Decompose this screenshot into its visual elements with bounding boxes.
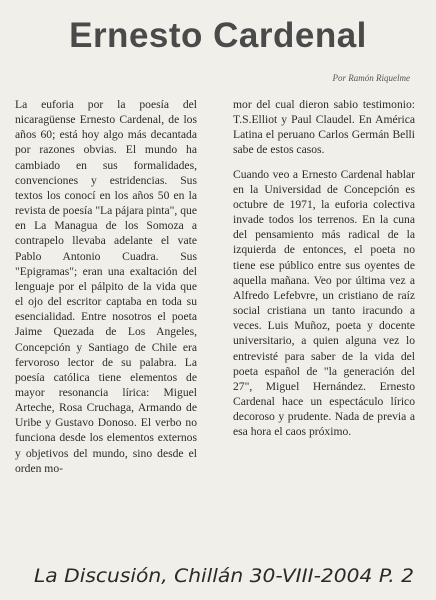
article-paragraph: La euforia por la poesía del nicaragüense Ernesto Cardenal, de los años 60; está hoy algo más decantada por razones obvias. El mundo ha cambiado en sus formalidades, convenciones y estridencias. Sus textos los conocí en los años 50 en la revista de poesía "La pájara pinta", que en La Managua de los Somoza a contrapelo llevaba adelante el vate Pablo Antonio Cuadra. Sus "Epigramas"; eran una exaltación del lenguaje por el pálpito de la vida que el ojo del escritor captaba en toda su esencialidad. Entre nosotros el poeta Jaime Quezada de Los Angeles, Concepción y Santiago de Chile era fervoroso lector de su palabra. La poesía católica tiene elementos de mayor resonancia lírica: Miguel Arteche, Rosa Cruchaga, Armando de Uribe y Gustavo Donoso. El verbo no funciona desde los elementos externos y objetivos del mundo, sino desde el orden mo- — [15, 98, 197, 475]
article-byline: Por Ramón Riquelme — [332, 73, 410, 83]
handwritten-note-text: La Discusión, Chillán 30-VIII-2004 P. 2 — [34, 565, 414, 587]
article-paragraph: Cuando veo a Ernesto Cardenal hablar en la Universidad de Concepción es octubre de 1971, la euforia colectiva invade todos los terrenos. En la cuna del pensamiento más radical de la izquierda de entonces, el poeta no tiene ese público entre sus oyentes de aquella mañana. Veo por última vez a Alfredo Lefebvre, un cristiano de raíz social cristiana un tanto iracundo a veces. Luis Muñoz, poeta y docente universitario, a quien alguna vez lo entrevisté para saber de la vida del poeta español de "la generación del 27", Miguel Hernández. Ernesto Cardenal hace un espectáculo lírico decoroso y prudente. Nada de previa a esa hora el caos próximo. — [233, 167, 415, 439]
article-column-right — [233, 97, 415, 439]
article-paragraph: mor del cual dieron sabio testimonio: T.S.Elliot y Paul Claudel. En América Latina el peruano Carlos Germán Belli sabe de estos casos. — [233, 98, 415, 157]
article-title: Ernesto Cardenal — [69, 16, 367, 55]
handwritten-source-note — [0, 560, 436, 590]
handwritten-note-svg — [0, 560, 436, 590]
article-column-left — [15, 97, 197, 476]
